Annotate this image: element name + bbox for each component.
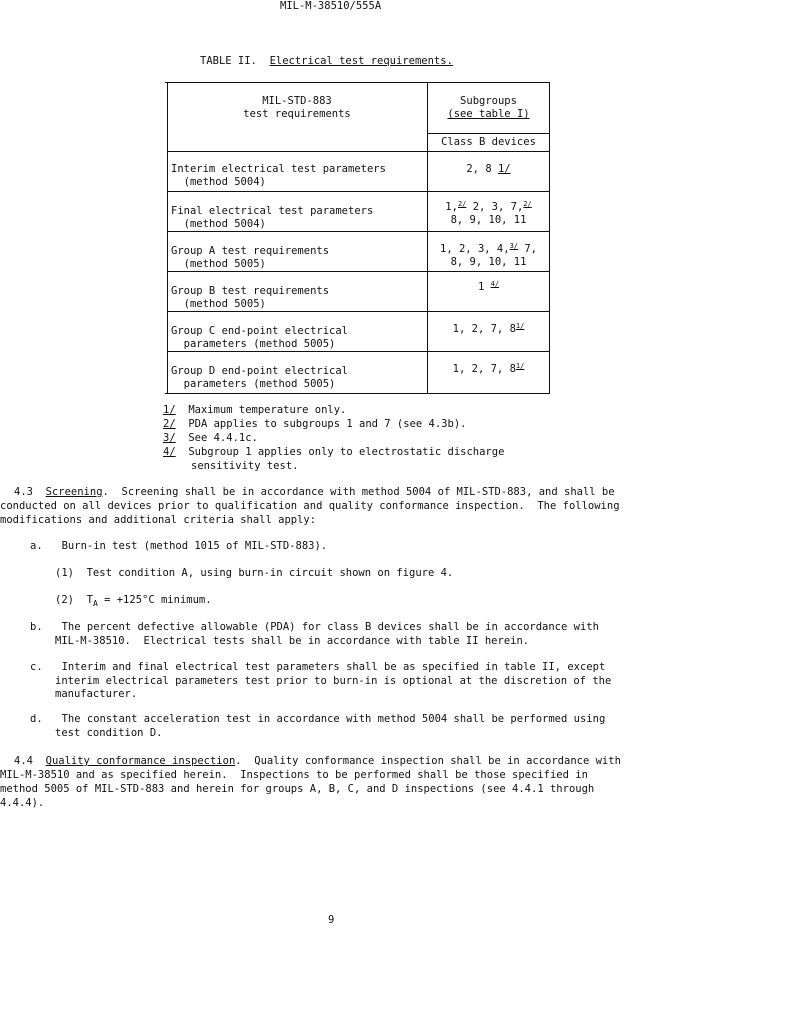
note-ref: 1/ [497,163,511,175]
table-caption-prefix: TABLE II. [200,55,257,67]
table-column-divider [427,83,428,393]
note-text: Subgroup 1 applies only to electrostatic discharge [188,446,505,458]
list-item-a2 [55,594,212,609]
note-mark: 2/ [163,418,176,430]
table-note [163,446,504,459]
column-header-right [427,95,550,121]
section-title: Screening [45,486,103,498]
document-id: MIL-M-38510/555A [280,0,382,12]
table-note [163,404,346,417]
row-label-line1: Group C end-point electrical [171,325,349,337]
paragraph-line: MIL-M-38510 and as specified herein. Inspections to be performed shall be those specified in [0,769,588,781]
row-subgroups-line1: 1, 2, 3, 4,$^{3/}$ 7, [440,242,537,255]
table-note [163,432,258,445]
note-text: Maximum temperature only. [188,404,347,416]
section-number: 4.3 [14,486,33,498]
table-row-subgroups [427,163,550,176]
row-label-line1: Interim electrical test parameters [171,163,386,175]
row-label-line2: parameters (method 5005) [183,378,336,391]
electrical-test-table [165,82,550,394]
note-text: PDA applies to subgroups 1 and 7 (see 4.3b). [188,418,467,430]
paragraph-line: conducted on all devices prior to qualification and quality conformance inspection. The following [0,500,620,512]
table-row-subgroups [427,281,550,294]
list-text: (2) T [55,594,93,606]
row-label-line2: (method 5005) [183,298,266,311]
list-item-d: d. The constant acceleration test in accordance with method 5004 shall be performed using [30,713,606,725]
table-row-label [171,365,348,391]
list-item-b: b. The percent defective allowable (PDA) for class B devices shall be in accordance with [30,621,599,633]
section-number: 4.4 [14,755,33,767]
list-item-c-continuation: interim electrical parameters test prior to burn-in is optional at the discretion of the [55,675,612,687]
list-item-b-continuation: MIL-M-38510. Electrical tests shall be in accordance with table II herein. [55,635,530,647]
list-item-a: a. Burn-in test (method 1015 of MIL-STD-883). [30,540,328,552]
column-header-class: Class B devices [441,136,536,148]
row-label-line1: Group A test requirements [171,245,330,257]
table-row-subgroups [427,323,550,336]
table-row-label [171,245,329,271]
row-label-line2: (method 5004) [183,218,266,231]
table-note [163,418,466,431]
row-label-line1: Final electrical test parameters [171,205,374,217]
table-row-subgroups [427,243,550,269]
section-4-3-paragraph [14,486,615,499]
section-4-4-paragraph [14,755,621,768]
table-row-subgroups [427,201,550,227]
row-subgroups-line2: 8, 9, 10, 11 [450,214,527,227]
row-subgroups-line1: 1, 2, 7, $8^{1/}$ [452,322,525,335]
row-label-line1: Group D end-point electrical [171,365,349,377]
page-number: 9 [328,914,335,926]
column-header-right-line1: Subgroups [460,95,517,107]
row-label-line2: (method 5005) [183,258,266,271]
column-header-right-line2: (see table I) [447,108,530,121]
section-title: Quality conformance inspection [45,755,236,767]
paragraph-line: modifications and additional criteria shall apply: [0,514,317,526]
row-label-line1: Group B test requirements [171,285,330,297]
table-row-label [171,325,348,351]
row-subgroups-line1: 1 $^{4/}$ [477,280,500,293]
row-divider [167,191,550,192]
table-note-continuation: sensitivity test. [191,460,299,472]
table-row-label [171,205,373,231]
header-sub-divider [427,133,550,134]
note-mark: 4/ [163,446,176,458]
column-header-left-line2: test requirements [243,108,351,121]
header-divider [167,151,550,152]
row-label-line2: (method 5004) [183,176,266,189]
list-item-d-continuation: test condition D. [55,727,163,739]
paragraph-line: 4.4.4). [0,797,45,809]
paragraph-line: method 5005 of MIL-STD-883 and herein for groups A, B, C, and D inspections (see 4.4.1 through [0,783,595,795]
table-row-subgroups [427,363,550,376]
table-caption-title: Electrical test requirements. [269,55,453,67]
subscript: A [92,599,98,609]
list-item-a1: (1) Test condition A, using burn-in circuit shown on figure 4. [55,567,454,579]
row-subgroups-line1: 1,$^{2/}$ 2, 3, 7,$^{2/}$ [445,200,532,213]
paragraph-line: . Screening shall be in accordance with method 5004 of MIL-STD-883, and shall be [102,486,615,498]
table-row-label [171,285,329,311]
note-mark: 1/ [163,404,176,416]
table-left-border [167,83,168,393]
list-item-c: c. Interim and final electrical test parameters shall be as specified in table II, except [30,661,606,673]
note-text: See 4.4.1c. [188,432,258,444]
table-right-border [549,83,550,393]
note-mark: 3/ [163,432,176,444]
table-caption [200,55,453,68]
paragraph-line: . Quality conformance inspection shall be in accordance with [235,755,621,767]
row-label-line2: parameters (method 5005) [183,338,336,351]
row-subgroups-line2: 8, 9, 10, 11 [450,256,527,269]
row-subgroups-line1: 1, 2, 7, $8^{1/}$ [452,362,525,375]
column-header-left [167,95,427,121]
row-subgroups-line1: 2, 8 1/ [466,163,511,175]
list-item-c-continuation: manufacturer. [55,688,138,700]
column-header-left-line1: MIL-STD-883 [262,95,332,107]
table-row-label [171,163,386,189]
list-text: = +125°C minimum. [97,594,212,606]
